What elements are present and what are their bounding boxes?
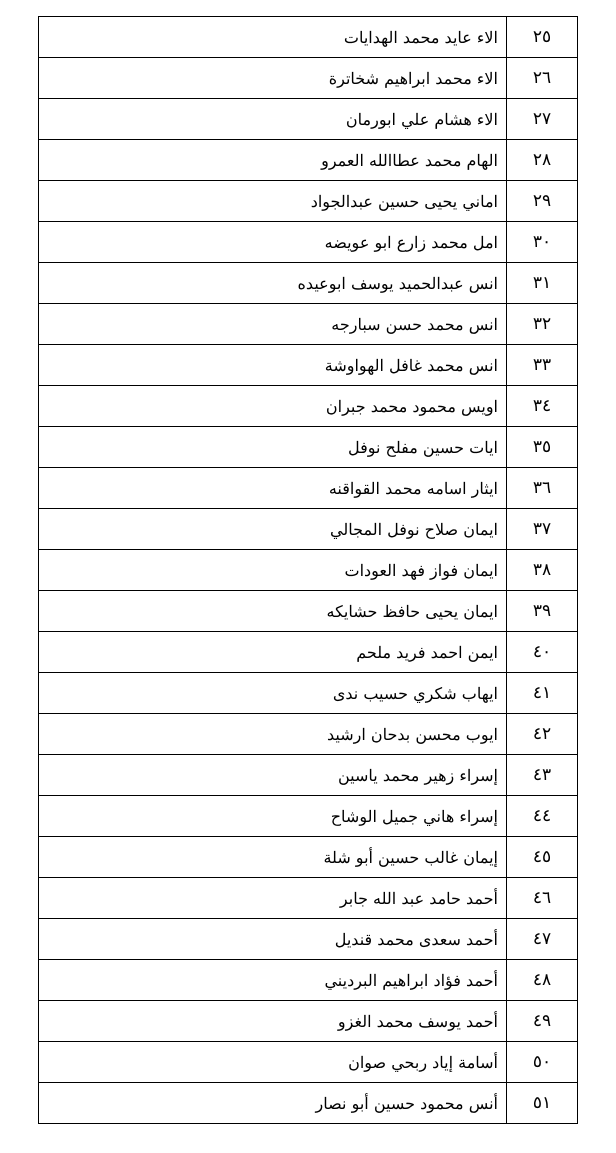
row-number-cell: ٤٦ <box>507 878 578 919</box>
student-name-cell: إسراء زهير محمد ياسين <box>39 755 507 796</box>
student-name-cell: إيمان غالب حسين أبو شلة <box>39 837 507 878</box>
row-number-cell: ٢٥ <box>507 17 578 58</box>
student-name-cell: ايمن احمد فريد ملحم <box>39 632 507 673</box>
student-name-cell: الاء محمد ابراهيم شخاترة <box>39 58 507 99</box>
row-number-cell: ٤٣ <box>507 755 578 796</box>
table-row <box>39 878 578 919</box>
row-number-cell: ٥١ <box>507 1083 578 1124</box>
names-table <box>38 16 578 1124</box>
student-name-cell: ايمان صلاح نوفل المجالي <box>39 509 507 550</box>
row-number-cell: ٢٩ <box>507 181 578 222</box>
document-page <box>38 16 578 1124</box>
student-name-cell: اماني يحيى حسين عبدالجواد <box>39 181 507 222</box>
row-number-cell: ٥٠ <box>507 1042 578 1083</box>
student-name-cell: أسامة إياد ربحي صوان <box>39 1042 507 1083</box>
student-name-cell: أحمد حامد عبد الله جابر <box>39 878 507 919</box>
row-number-cell: ٢٧ <box>507 99 578 140</box>
row-number-cell: ٣٦ <box>507 468 578 509</box>
student-name-cell: انس محمد حسن سبارجه <box>39 304 507 345</box>
student-name-cell: الهام محمد عطاالله العمرو <box>39 140 507 181</box>
row-number-cell: ٤٨ <box>507 960 578 1001</box>
student-name-cell: أحمد فؤاد ابراهيم البرديني <box>39 960 507 1001</box>
student-name-cell: اويس محمود محمد جبران <box>39 386 507 427</box>
table-row <box>39 1083 578 1124</box>
row-number-cell: ٤١ <box>507 673 578 714</box>
row-number-cell: ٢٦ <box>507 58 578 99</box>
student-name-cell: ايثار اسامه محمد القواقنه <box>39 468 507 509</box>
table-row <box>39 468 578 509</box>
table-row <box>39 796 578 837</box>
row-number-cell: ٢٨ <box>507 140 578 181</box>
table-row <box>39 181 578 222</box>
student-name-cell: أحمد يوسف محمد الغزو <box>39 1001 507 1042</box>
student-name-cell: إسراء هاني جميل الوشاح <box>39 796 507 837</box>
row-number-cell: ٣٧ <box>507 509 578 550</box>
table-row <box>39 345 578 386</box>
student-name-cell: ايمان يحيى حافظ حشايكه <box>39 591 507 632</box>
table-row <box>39 591 578 632</box>
table-row <box>39 427 578 468</box>
row-number-cell: ٣٨ <box>507 550 578 591</box>
row-number-cell: ٣١ <box>507 263 578 304</box>
row-number-cell: ٣٢ <box>507 304 578 345</box>
student-name-cell: ايات حسين مفلح نوفل <box>39 427 507 468</box>
student-name-cell: ايهاب شكري حسيب ندى <box>39 673 507 714</box>
table-row <box>39 1001 578 1042</box>
row-number-cell: ٤٠ <box>507 632 578 673</box>
row-number-cell: ٣٣ <box>507 345 578 386</box>
table-row <box>39 1042 578 1083</box>
student-name-cell: أنس محمود حسين أبو نصار <box>39 1083 507 1124</box>
table-row <box>39 99 578 140</box>
row-number-cell: ٤٩ <box>507 1001 578 1042</box>
student-name-cell: الاء عايد محمد الهدايات <box>39 17 507 58</box>
row-number-cell: ٤٢ <box>507 714 578 755</box>
student-name-cell: ايوب محسن بدحان ارشيد <box>39 714 507 755</box>
row-number-cell: ٣٥ <box>507 427 578 468</box>
table-row <box>39 714 578 755</box>
student-name-cell: أحمد سعدى محمد قنديل <box>39 919 507 960</box>
names-table-body <box>39 17 578 1124</box>
table-row <box>39 673 578 714</box>
table-row <box>39 755 578 796</box>
row-number-cell: ٤٧ <box>507 919 578 960</box>
table-row <box>39 919 578 960</box>
table-row <box>39 632 578 673</box>
table-row <box>39 17 578 58</box>
table-row <box>39 263 578 304</box>
student-name-cell: الاء هشام علي ابورمان <box>39 99 507 140</box>
student-name-cell: انس عبدالحميد يوسف ابوعيده <box>39 263 507 304</box>
row-number-cell: ٤٥ <box>507 837 578 878</box>
table-row <box>39 58 578 99</box>
table-row <box>39 837 578 878</box>
table-row <box>39 222 578 263</box>
table-row <box>39 386 578 427</box>
table-row <box>39 304 578 345</box>
table-row <box>39 960 578 1001</box>
row-number-cell: ٣٤ <box>507 386 578 427</box>
table-row <box>39 140 578 181</box>
student-name-cell: انس محمد غافل الهواوشة <box>39 345 507 386</box>
student-name-cell: ايمان فواز فهد العودات <box>39 550 507 591</box>
row-number-cell: ٣٠ <box>507 222 578 263</box>
table-row <box>39 509 578 550</box>
row-number-cell: ٤٤ <box>507 796 578 837</box>
student-name-cell: امل محمد زارع ابو عويضه <box>39 222 507 263</box>
table-row <box>39 550 578 591</box>
row-number-cell: ٣٩ <box>507 591 578 632</box>
